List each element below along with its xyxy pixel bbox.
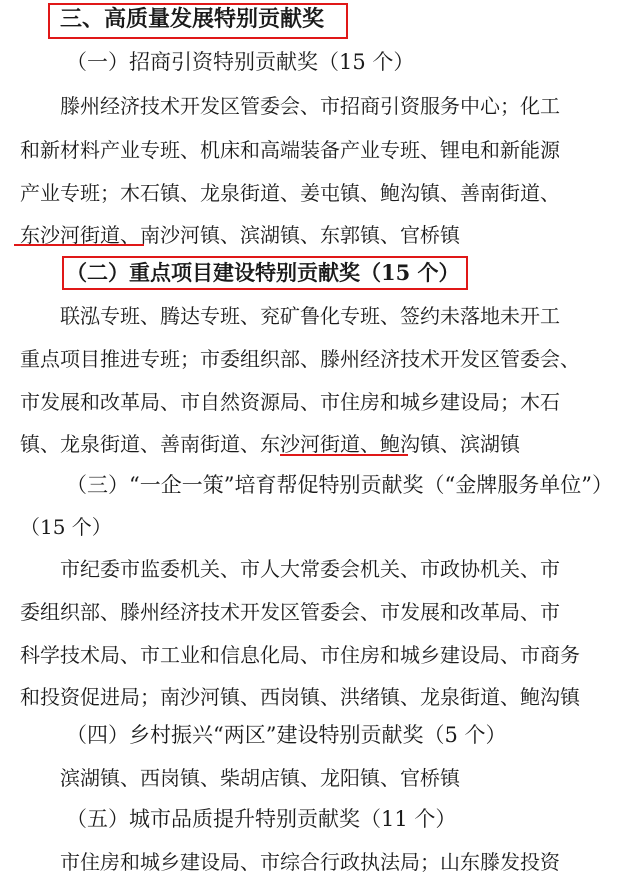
category-3-line-1: 市纪委市监委机关、市人大常委会机关、市政协机关、市 xyxy=(60,557,560,581)
category-1-line-4: 东沙河街道、南沙河镇、滨湖镇、东郭镇、官桥镇 xyxy=(20,223,460,247)
category-5-heading: （五）城市品质提升特别贡献奖（11 个） xyxy=(66,807,457,831)
category-5-line-1: 市住房和城乡建设局、市综合行政执法局；山东滕发投资 xyxy=(60,850,560,874)
category-2-line-3: 市发展和改革局、市自然资源局、市住房和城乡建设局；木石 xyxy=(20,390,560,414)
category-1-heading: （一）招商引资特别贡献奖（15 个） xyxy=(66,50,415,74)
category-2-line-4: 镇、龙泉街道、善南街道、东沙河街道、鲍沟镇、滨湖镇 xyxy=(20,432,520,456)
category-3-line-3: 科学技术局、市工业和信息化局、市住房和城乡建设局、市商务 xyxy=(20,643,580,667)
category-2-line-1: 联泓专班、腾达专班、兖矿鲁化专班、签约未落地未开工 xyxy=(60,304,560,328)
category-2-line-2: 重点项目推进专班；市委组织部、滕州经济技术开发区管委会、 xyxy=(20,347,580,371)
category-1-line-3: 产业专班；木石镇、龙泉街道、姜屯镇、鲍沟镇、善南街道、 xyxy=(20,181,560,205)
category-1-line-2: 和新材料产业专班、机床和高端装备产业专班、锂电和新能源 xyxy=(20,138,560,162)
category-3-heading: （三）“一企一策”培育帮促特别贡献奖（“金牌服务单位”） xyxy=(66,473,613,497)
category-4-line-1: 滨湖镇、西岗镇、柴胡店镇、龙阳镇、官桥镇 xyxy=(60,766,460,790)
category-4-heading: （四）乡村振兴“两区”建设特别贡献奖（5 个） xyxy=(66,723,507,747)
dongshahe-underline-2 xyxy=(280,454,408,456)
category-3-heading-cont: （15 个） xyxy=(20,515,112,539)
category-3-line-2: 委组织部、滕州经济技术开发区管委会、市发展和改革局、市 xyxy=(20,600,560,624)
dongshahe-underline-1 xyxy=(14,244,144,246)
category-3-line-4: 和投资促进局；南沙河镇、西岗镇、洪绪镇、龙泉街道、鲍沟镇 xyxy=(20,685,580,709)
category-2-heading: （二）重点项目建设特别贡献奖（15 个） xyxy=(66,260,460,285)
section-title: 三、高质量发展特别贡献奖 xyxy=(60,7,325,32)
category-1-line-1: 滕州经济技术开发区管委会、市招商引资服务中心；化工 xyxy=(60,94,560,118)
